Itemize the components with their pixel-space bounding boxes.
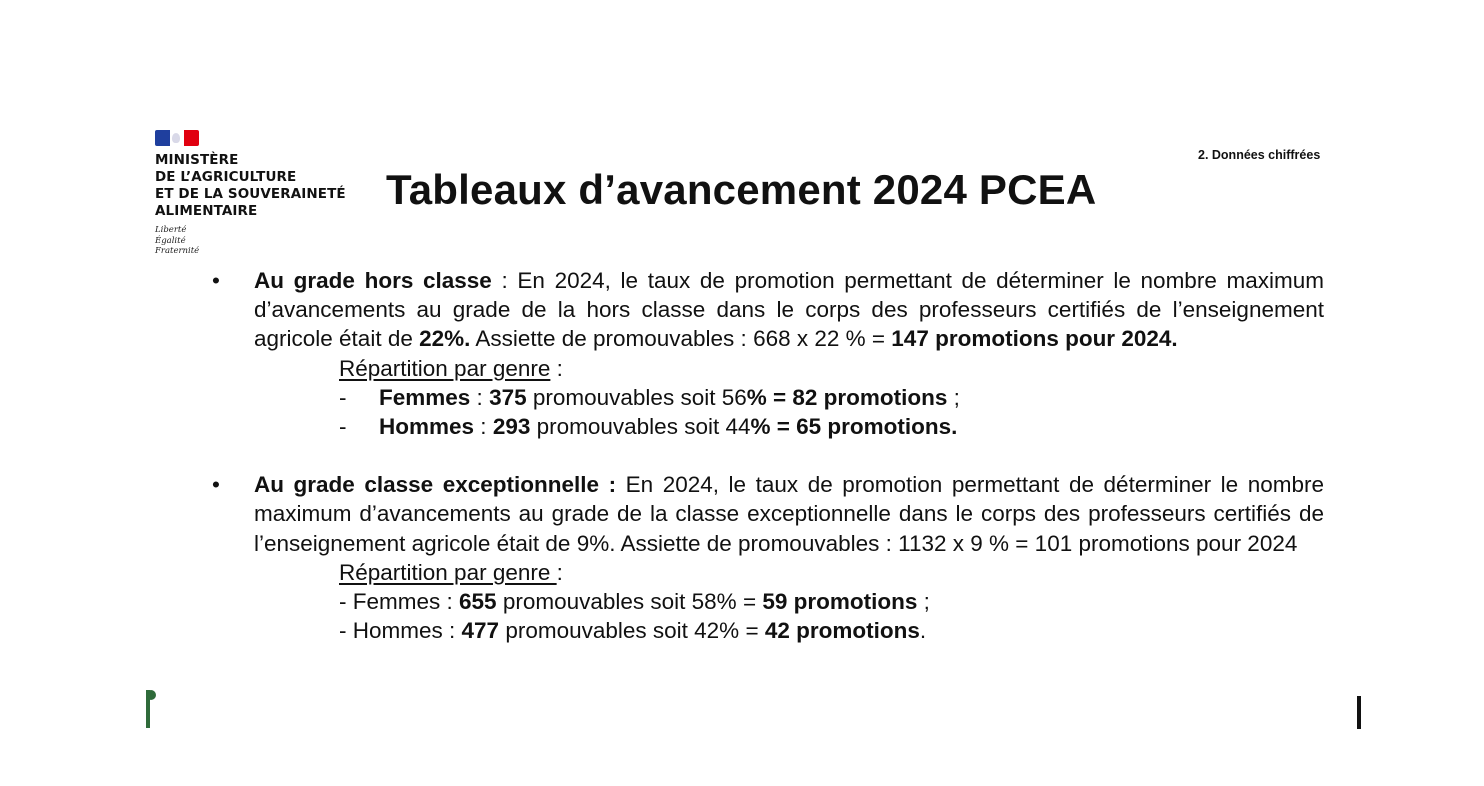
repartition-suffix: : xyxy=(556,559,563,585)
list-item-hommes xyxy=(208,616,1324,645)
bullet-lead: Au grade hors classe xyxy=(254,268,492,293)
gender-count: 293 xyxy=(492,414,531,440)
list-item-hommes xyxy=(208,412,1324,441)
bullet-sep: : xyxy=(491,268,518,293)
motto-line: Fraternité xyxy=(155,246,200,256)
motto-line: Égalité xyxy=(155,235,186,246)
french-flag-icon xyxy=(155,130,199,146)
bullet-text: Assiette de promouvables : 668 x 22 % = xyxy=(470,326,892,352)
promotion-rate: 22%. xyxy=(419,326,471,352)
list-item-femmes xyxy=(208,587,1324,616)
gender-text: promouvables soit 44 xyxy=(530,414,751,440)
gender-end: ; xyxy=(947,384,960,410)
gender-text: promouvables soit 42% = xyxy=(499,618,765,644)
repartition-label: Répartition par genre xyxy=(339,355,551,381)
ministry-logo xyxy=(155,130,380,260)
list-item-femmes xyxy=(208,383,1324,412)
gender-result: % = 65 promotions. xyxy=(750,414,958,440)
gender-count: 477 xyxy=(461,618,500,644)
bullet-text: En 2024, le taux de promotion permettant de déterminer le nombre maximum d’avancements au grade de la classe exceptionnelle dans le corps des professeurs certifiés de l’enseignement agricole était de 9%. Assiette de promouvables : 1132 x 9 % = 101 promotions pour 2024 xyxy=(254,472,1324,556)
gender-result: 59 promotions xyxy=(762,589,918,615)
gender-label: Hommes xyxy=(379,414,475,440)
gender-prefix: - Hommes : xyxy=(339,618,462,644)
ministry-name-line: MINISTÈRE xyxy=(155,152,239,168)
ministry-name-line: ET DE LA SOUVERAINETÉ xyxy=(155,186,346,202)
gender-sep: : xyxy=(474,414,493,440)
bullet-hors-classe xyxy=(208,266,1324,354)
section-tag: 2. Données chiffrées xyxy=(1198,148,1321,162)
gender-sep: : xyxy=(470,384,490,410)
gender-label: Femmes xyxy=(379,384,471,410)
bullet-lead: Au grade classe exceptionnelle : xyxy=(254,472,617,498)
repartition-heading xyxy=(208,558,1324,587)
bullet-dot: • xyxy=(212,268,220,293)
bullet-classe-exceptionnelle xyxy=(208,470,1324,558)
slide-content xyxy=(208,266,1324,645)
gender-result: 42 promotions xyxy=(764,618,920,644)
dash-mark: - xyxy=(339,414,347,440)
ministry-name-line: DE L’AGRICULTURE xyxy=(155,169,297,185)
gender-text: promouvables soit 58% = xyxy=(496,589,763,615)
gender-text: promouvables soit 56 xyxy=(526,384,747,410)
ministry-name-line: ALIMENTAIRE xyxy=(155,203,258,219)
dash-mark: - xyxy=(339,384,347,410)
promotion-total: 147 promotions pour 2024. xyxy=(891,326,1178,352)
gender-result: % = 82 promotions xyxy=(746,384,948,410)
gender-prefix: - Femmes : xyxy=(339,589,460,615)
gender-count: 655 xyxy=(459,589,497,615)
repartition-heading xyxy=(208,354,1324,383)
repartition-suffix: : xyxy=(550,355,563,381)
motto-line: Liberté xyxy=(155,225,187,235)
bullet-text: En 2024, le taux de promotion permettant de déterminer le nombre maximum d’avancements au grade de la hors classe dans le corps des professeurs certifiés de l’enseignement agricole était de xyxy=(254,268,1324,352)
gender-end: ; xyxy=(917,589,930,615)
repartition-label: Répartition par genre xyxy=(339,559,557,585)
gender-count: 375 xyxy=(489,384,527,410)
republic-motto xyxy=(155,225,380,257)
gender-end: . xyxy=(919,618,927,644)
spacer xyxy=(208,441,1324,470)
slide-title: Tableaux d’avancement 2024 PCEA xyxy=(386,166,1097,213)
text-cursor-bar xyxy=(1357,696,1361,729)
bullet-dot: • xyxy=(212,472,220,498)
left-decoration-bar xyxy=(146,690,150,728)
